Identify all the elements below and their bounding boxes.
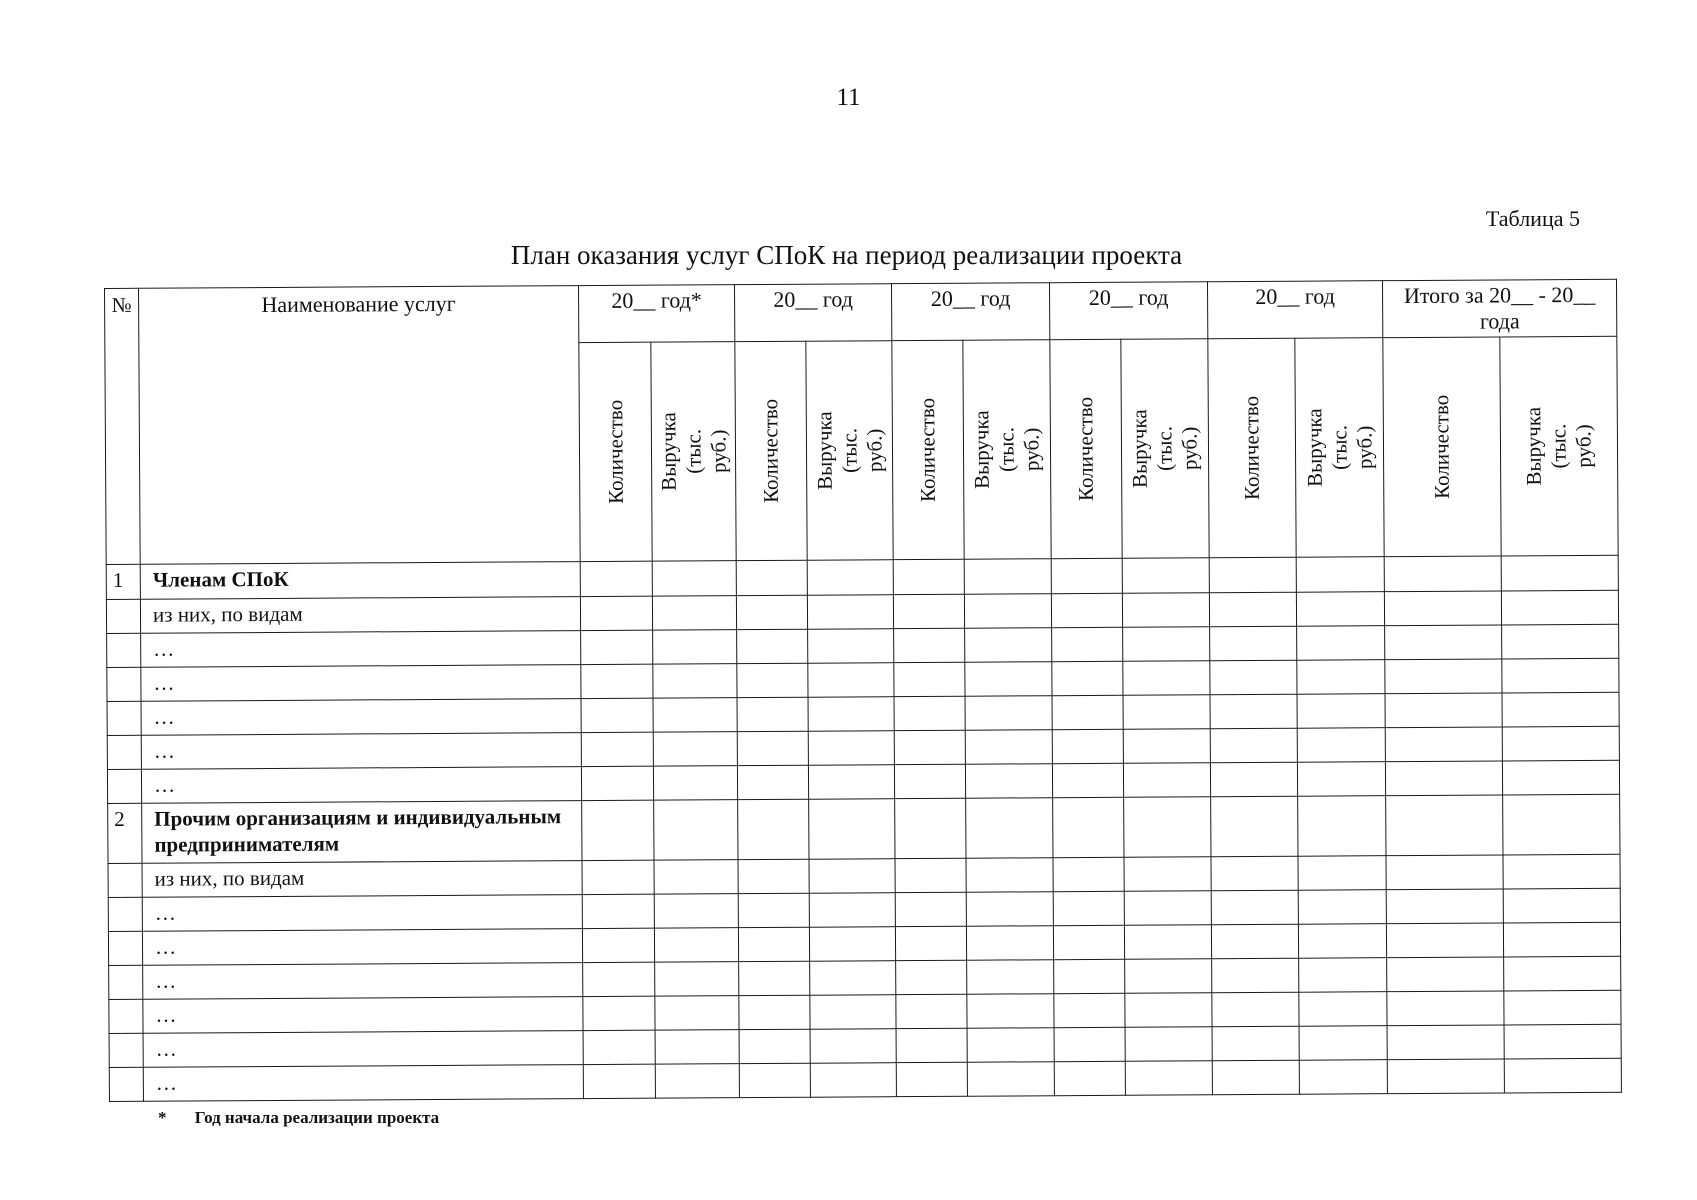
cell[interactable] — [965, 696, 1052, 731]
cell[interactable] — [1297, 762, 1385, 797]
footnote-mark: * — [158, 1108, 167, 1127]
item-label: … — [141, 733, 581, 770]
cell[interactable] — [894, 696, 965, 730]
cell[interactable] — [739, 1063, 810, 1097]
cell[interactable] — [966, 798, 1053, 859]
cell[interactable] — [1052, 695, 1123, 729]
cell[interactable] — [1210, 660, 1297, 695]
cell[interactable] — [895, 858, 966, 892]
cell[interactable] — [1212, 1060, 1299, 1095]
cell[interactable] — [966, 858, 1053, 893]
subheader-revenue-text: Выручка (тыс. руб.) — [1521, 406, 1596, 486]
cell[interactable] — [1504, 1058, 1621, 1093]
cell[interactable] — [738, 927, 809, 961]
cell[interactable] — [1053, 925, 1124, 959]
cell[interactable] — [1052, 661, 1123, 695]
cell[interactable] — [1051, 558, 1122, 593]
item-label: … — [143, 997, 583, 1034]
cell[interactable] — [1502, 726, 1619, 761]
cell[interactable] — [1385, 625, 1502, 660]
cell[interactable] — [580, 561, 652, 596]
cell[interactable] — [967, 960, 1054, 995]
cell[interactable] — [1503, 888, 1620, 923]
cell[interactable] — [1384, 591, 1501, 626]
subheader-revenue — [806, 341, 893, 561]
cell[interactable] — [582, 928, 654, 962]
cell — [109, 965, 143, 999]
cell[interactable] — [1211, 890, 1298, 925]
cell[interactable] — [808, 663, 894, 698]
subheader-quantity — [1383, 337, 1501, 557]
item-label: … — [143, 963, 583, 1000]
cell[interactable] — [739, 961, 810, 995]
cell[interactable] — [893, 559, 964, 594]
header-period: 20__ год* — [578, 285, 734, 343]
cell[interactable] — [808, 697, 894, 732]
cell[interactable] — [894, 662, 965, 696]
cell[interactable] — [1297, 626, 1385, 661]
cell[interactable] — [654, 860, 738, 895]
cell[interactable] — [1125, 959, 1212, 994]
cell[interactable] — [737, 629, 808, 663]
services-plan-table — [104, 279, 1622, 1102]
subheader-revenue-text: Выручка (тыс. руб.) — [811, 411, 887, 490]
section-title: Членам СПоК — [140, 562, 580, 600]
cell[interactable] — [1123, 695, 1210, 730]
table-title-text: План оказания услуг СПоК на период реализации проекта — [510, 240, 1183, 270]
cell[interactable] — [1210, 694, 1297, 729]
cell[interactable] — [653, 698, 737, 733]
cell[interactable] — [1386, 923, 1503, 958]
cell[interactable] — [1387, 1025, 1504, 1060]
cell[interactable] — [580, 596, 652, 630]
cell[interactable] — [1298, 924, 1386, 959]
cell[interactable] — [1296, 557, 1384, 593]
cell[interactable] — [736, 560, 807, 595]
cell[interactable] — [1054, 959, 1125, 993]
cell[interactable] — [966, 892, 1053, 927]
table-title — [0, 240, 1697, 271]
item-label: … — [143, 1031, 583, 1068]
subheader-revenue — [963, 340, 1051, 560]
cell[interactable] — [654, 928, 738, 963]
cell[interactable] — [1502, 624, 1619, 659]
cell[interactable] — [736, 595, 807, 629]
cell[interactable] — [1211, 856, 1298, 891]
cell[interactable] — [1298, 796, 1386, 857]
cell[interactable] — [581, 766, 653, 800]
cell[interactable] — [1053, 857, 1124, 891]
cell[interactable] — [810, 1063, 896, 1098]
subheader-quantity-text: Количество — [1239, 395, 1264, 501]
cell[interactable] — [894, 628, 965, 662]
subheader-quantity — [892, 340, 964, 559]
subheader-revenue-text: Выручка (тыс. руб.) — [1301, 408, 1377, 487]
cell[interactable] — [1504, 1024, 1621, 1059]
subheader-quantity — [735, 341, 807, 560]
cell[interactable] — [583, 996, 655, 1030]
cell[interactable] — [895, 892, 966, 926]
header-period: 20__ год — [1050, 282, 1208, 340]
cell[interactable] — [807, 595, 893, 630]
cell[interactable] — [965, 662, 1052, 697]
cell — [108, 931, 142, 965]
cell[interactable] — [809, 927, 895, 962]
item-label: … — [141, 665, 581, 702]
section-row — [108, 794, 1620, 863]
cell[interactable] — [653, 630, 737, 665]
cell[interactable] — [1299, 992, 1387, 1027]
cell[interactable] — [655, 1030, 739, 1065]
cell — [106, 599, 140, 633]
cell[interactable] — [966, 926, 1053, 961]
cell[interactable] — [808, 765, 894, 800]
cell[interactable] — [894, 764, 965, 798]
cell[interactable] — [1052, 763, 1123, 797]
cell — [109, 999, 143, 1033]
cell[interactable] — [653, 664, 737, 699]
cell[interactable] — [810, 961, 896, 996]
cell[interactable] — [1054, 1027, 1125, 1061]
subheader-revenue-text: Выручка (тыс. руб.) — [969, 410, 1044, 490]
cell[interactable] — [1210, 626, 1297, 661]
cell[interactable] — [1125, 1027, 1212, 1062]
cell[interactable] — [1054, 993, 1125, 1027]
item-label: … — [143, 1065, 583, 1102]
cell[interactable] — [737, 765, 808, 799]
subheader-revenue — [1500, 336, 1618, 556]
cell[interactable] — [967, 1062, 1054, 1097]
section-number: 1 — [106, 564, 140, 599]
cell[interactable] — [1385, 693, 1502, 728]
cell[interactable] — [1503, 854, 1620, 889]
cell[interactable] — [1385, 659, 1502, 694]
cell[interactable] — [583, 962, 655, 996]
item-label: … — [141, 699, 581, 736]
cell[interactable] — [1502, 692, 1619, 727]
cell[interactable] — [1387, 1059, 1504, 1094]
header-period: 20__ год — [892, 283, 1050, 341]
cell[interactable] — [1125, 993, 1212, 1028]
header-period: 20__ год — [735, 284, 892, 342]
cell[interactable] — [1504, 990, 1621, 1025]
cell[interactable] — [1211, 796, 1298, 857]
section-number: 2 — [108, 803, 142, 863]
header-period-total: Итого за 20__ - 20__ года — [1383, 279, 1617, 337]
cell[interactable] — [1504, 956, 1621, 991]
item-label: … — [142, 895, 582, 932]
cell[interactable] — [739, 1029, 810, 1063]
cell — [107, 769, 141, 803]
cell[interactable] — [1054, 1061, 1125, 1095]
cell[interactable] — [1124, 797, 1211, 858]
cell[interactable] — [654, 800, 738, 861]
cell — [107, 701, 141, 735]
cell[interactable] — [1212, 992, 1299, 1027]
cell[interactable] — [652, 561, 736, 597]
cell[interactable] — [1503, 794, 1620, 855]
cell[interactable] — [1386, 889, 1503, 924]
cell[interactable] — [739, 995, 810, 1029]
cell[interactable] — [1502, 658, 1619, 693]
cell[interactable] — [965, 764, 1052, 799]
cell[interactable] — [1297, 694, 1385, 729]
cell[interactable] — [967, 1028, 1054, 1063]
item-label: … — [142, 929, 582, 966]
page-number: 11 — [836, 84, 861, 111]
cell[interactable] — [1125, 1061, 1212, 1096]
cell[interactable] — [893, 594, 964, 628]
cell[interactable] — [1122, 558, 1209, 594]
cell[interactable] — [1212, 1026, 1299, 1061]
cell[interactable] — [896, 1062, 967, 1096]
subheader-revenue — [1295, 338, 1384, 558]
cell[interactable] — [1384, 556, 1501, 592]
cell[interactable] — [1385, 727, 1502, 762]
cell[interactable] — [809, 799, 895, 860]
footnote — [158, 1108, 439, 1128]
cell[interactable] — [1052, 627, 1123, 661]
header-period: 20__ год — [1208, 281, 1383, 339]
cell[interactable] — [582, 860, 654, 894]
cell[interactable] — [654, 894, 738, 929]
cell[interactable] — [581, 698, 653, 732]
subheader-quantity-text: Количество — [1073, 396, 1098, 502]
cell[interactable] — [810, 1029, 896, 1064]
cell — [107, 735, 141, 769]
cell[interactable] — [652, 596, 736, 631]
cell[interactable] — [738, 893, 809, 927]
cell[interactable] — [1501, 555, 1618, 591]
subheader-quantity — [579, 342, 652, 561]
cell[interactable] — [1123, 729, 1210, 764]
cell[interactable] — [1297, 728, 1385, 763]
cell[interactable] — [1052, 729, 1123, 763]
cell[interactable] — [653, 766, 737, 801]
cell[interactable] — [1298, 856, 1386, 891]
cell[interactable] — [1209, 592, 1296, 627]
cell[interactable] — [1385, 761, 1502, 796]
cell[interactable] — [737, 663, 808, 697]
cell[interactable] — [738, 859, 809, 893]
cell[interactable] — [655, 996, 739, 1031]
cell[interactable] — [581, 732, 653, 766]
item-label: … — [141, 767, 581, 804]
cell[interactable] — [809, 893, 895, 928]
header-service-name: Наименование услуг — [139, 286, 581, 565]
cell[interactable] — [807, 560, 893, 596]
subheader-quantity-text: Количество — [915, 397, 940, 503]
cell[interactable] — [896, 994, 967, 1028]
cell[interactable] — [964, 559, 1051, 595]
cell[interactable] — [1386, 855, 1503, 890]
cell[interactable] — [1053, 891, 1124, 925]
table-body — [106, 555, 1621, 1101]
cell — [107, 667, 141, 701]
subheader-quantity-text: Количество — [602, 399, 628, 504]
cell — [107, 633, 141, 667]
cell[interactable] — [1211, 924, 1298, 959]
cell[interactable] — [582, 894, 654, 928]
cell[interactable] — [808, 731, 894, 766]
cell[interactable] — [896, 960, 967, 994]
cell[interactable] — [1296, 592, 1384, 627]
cell[interactable] — [1209, 557, 1296, 593]
subheader-revenue-text: Выручка (тыс. руб.) — [655, 412, 731, 491]
header-number: № — [105, 288, 141, 564]
subheader-revenue — [1121, 339, 1209, 559]
cell[interactable] — [738, 799, 809, 859]
subheader-revenue-text: Выручка (тыс. руб.) — [1127, 409, 1202, 489]
cell[interactable] — [967, 994, 1054, 1029]
subheader-quantity — [1050, 339, 1122, 558]
cell[interactable] — [653, 732, 737, 767]
cell[interactable] — [1210, 762, 1297, 797]
cell[interactable] — [1298, 890, 1386, 925]
cell[interactable] — [1501, 590, 1618, 625]
subheader-quantity — [1208, 338, 1296, 558]
cell[interactable] — [737, 731, 808, 765]
cell — [108, 863, 142, 897]
cell[interactable] — [1502, 760, 1619, 795]
section-title: Прочим организациям и индивидуальным предпринимателям — [142, 801, 582, 864]
cell[interactable] — [737, 697, 808, 731]
cell[interactable] — [965, 730, 1052, 765]
cell — [108, 897, 142, 931]
cell — [109, 1033, 143, 1067]
cell[interactable] — [583, 1064, 655, 1098]
cell[interactable] — [1212, 958, 1299, 993]
cell[interactable] — [1503, 922, 1620, 957]
cell[interactable] — [1387, 957, 1504, 992]
cell[interactable] — [895, 798, 966, 858]
table-label: Таблица 5 — [1485, 206, 1580, 231]
cell[interactable] — [1386, 795, 1503, 856]
breakdown-label: из них, по видам — [140, 597, 580, 634]
cell[interactable] — [964, 594, 1051, 629]
cell[interactable] — [1387, 991, 1504, 1026]
cell[interactable] — [1053, 797, 1124, 857]
cell[interactable] — [896, 1028, 967, 1062]
cell[interactable] — [810, 995, 896, 1030]
cell[interactable] — [895, 926, 966, 960]
subheader-quantity-text: Количество — [758, 398, 783, 504]
cell[interactable] — [808, 629, 894, 664]
cell[interactable] — [1124, 857, 1211, 892]
cell[interactable] — [1123, 627, 1210, 662]
cell[interactable] — [1124, 891, 1211, 926]
cell[interactable] — [1299, 958, 1387, 993]
cell[interactable] — [894, 730, 965, 764]
cell[interactable] — [1299, 1026, 1387, 1061]
cell[interactable] — [1123, 763, 1210, 798]
cell[interactable] — [1123, 661, 1210, 696]
breakdown-label: из них, по видам — [142, 861, 582, 898]
cell[interactable] — [1299, 1060, 1387, 1095]
subheader-quantity-text: Количество — [1429, 394, 1454, 499]
cell[interactable] — [1122, 593, 1209, 628]
cell[interactable] — [1297, 660, 1385, 695]
cell[interactable] — [1124, 925, 1211, 960]
subheader-revenue — [651, 342, 736, 562]
cell[interactable] — [582, 800, 654, 860]
cell[interactable] — [809, 859, 895, 894]
cell[interactable] — [581, 664, 653, 698]
cell[interactable] — [655, 962, 739, 997]
cell[interactable] — [965, 628, 1052, 663]
cell — [109, 1067, 143, 1101]
cell[interactable] — [655, 1064, 739, 1099]
footnote-text: Год начала реализации проекта — [194, 1108, 440, 1127]
cell[interactable] — [1210, 728, 1297, 763]
cell[interactable] — [581, 630, 653, 664]
cell[interactable] — [1051, 593, 1122, 627]
cell[interactable] — [583, 1030, 655, 1064]
item-label: … — [141, 631, 581, 668]
